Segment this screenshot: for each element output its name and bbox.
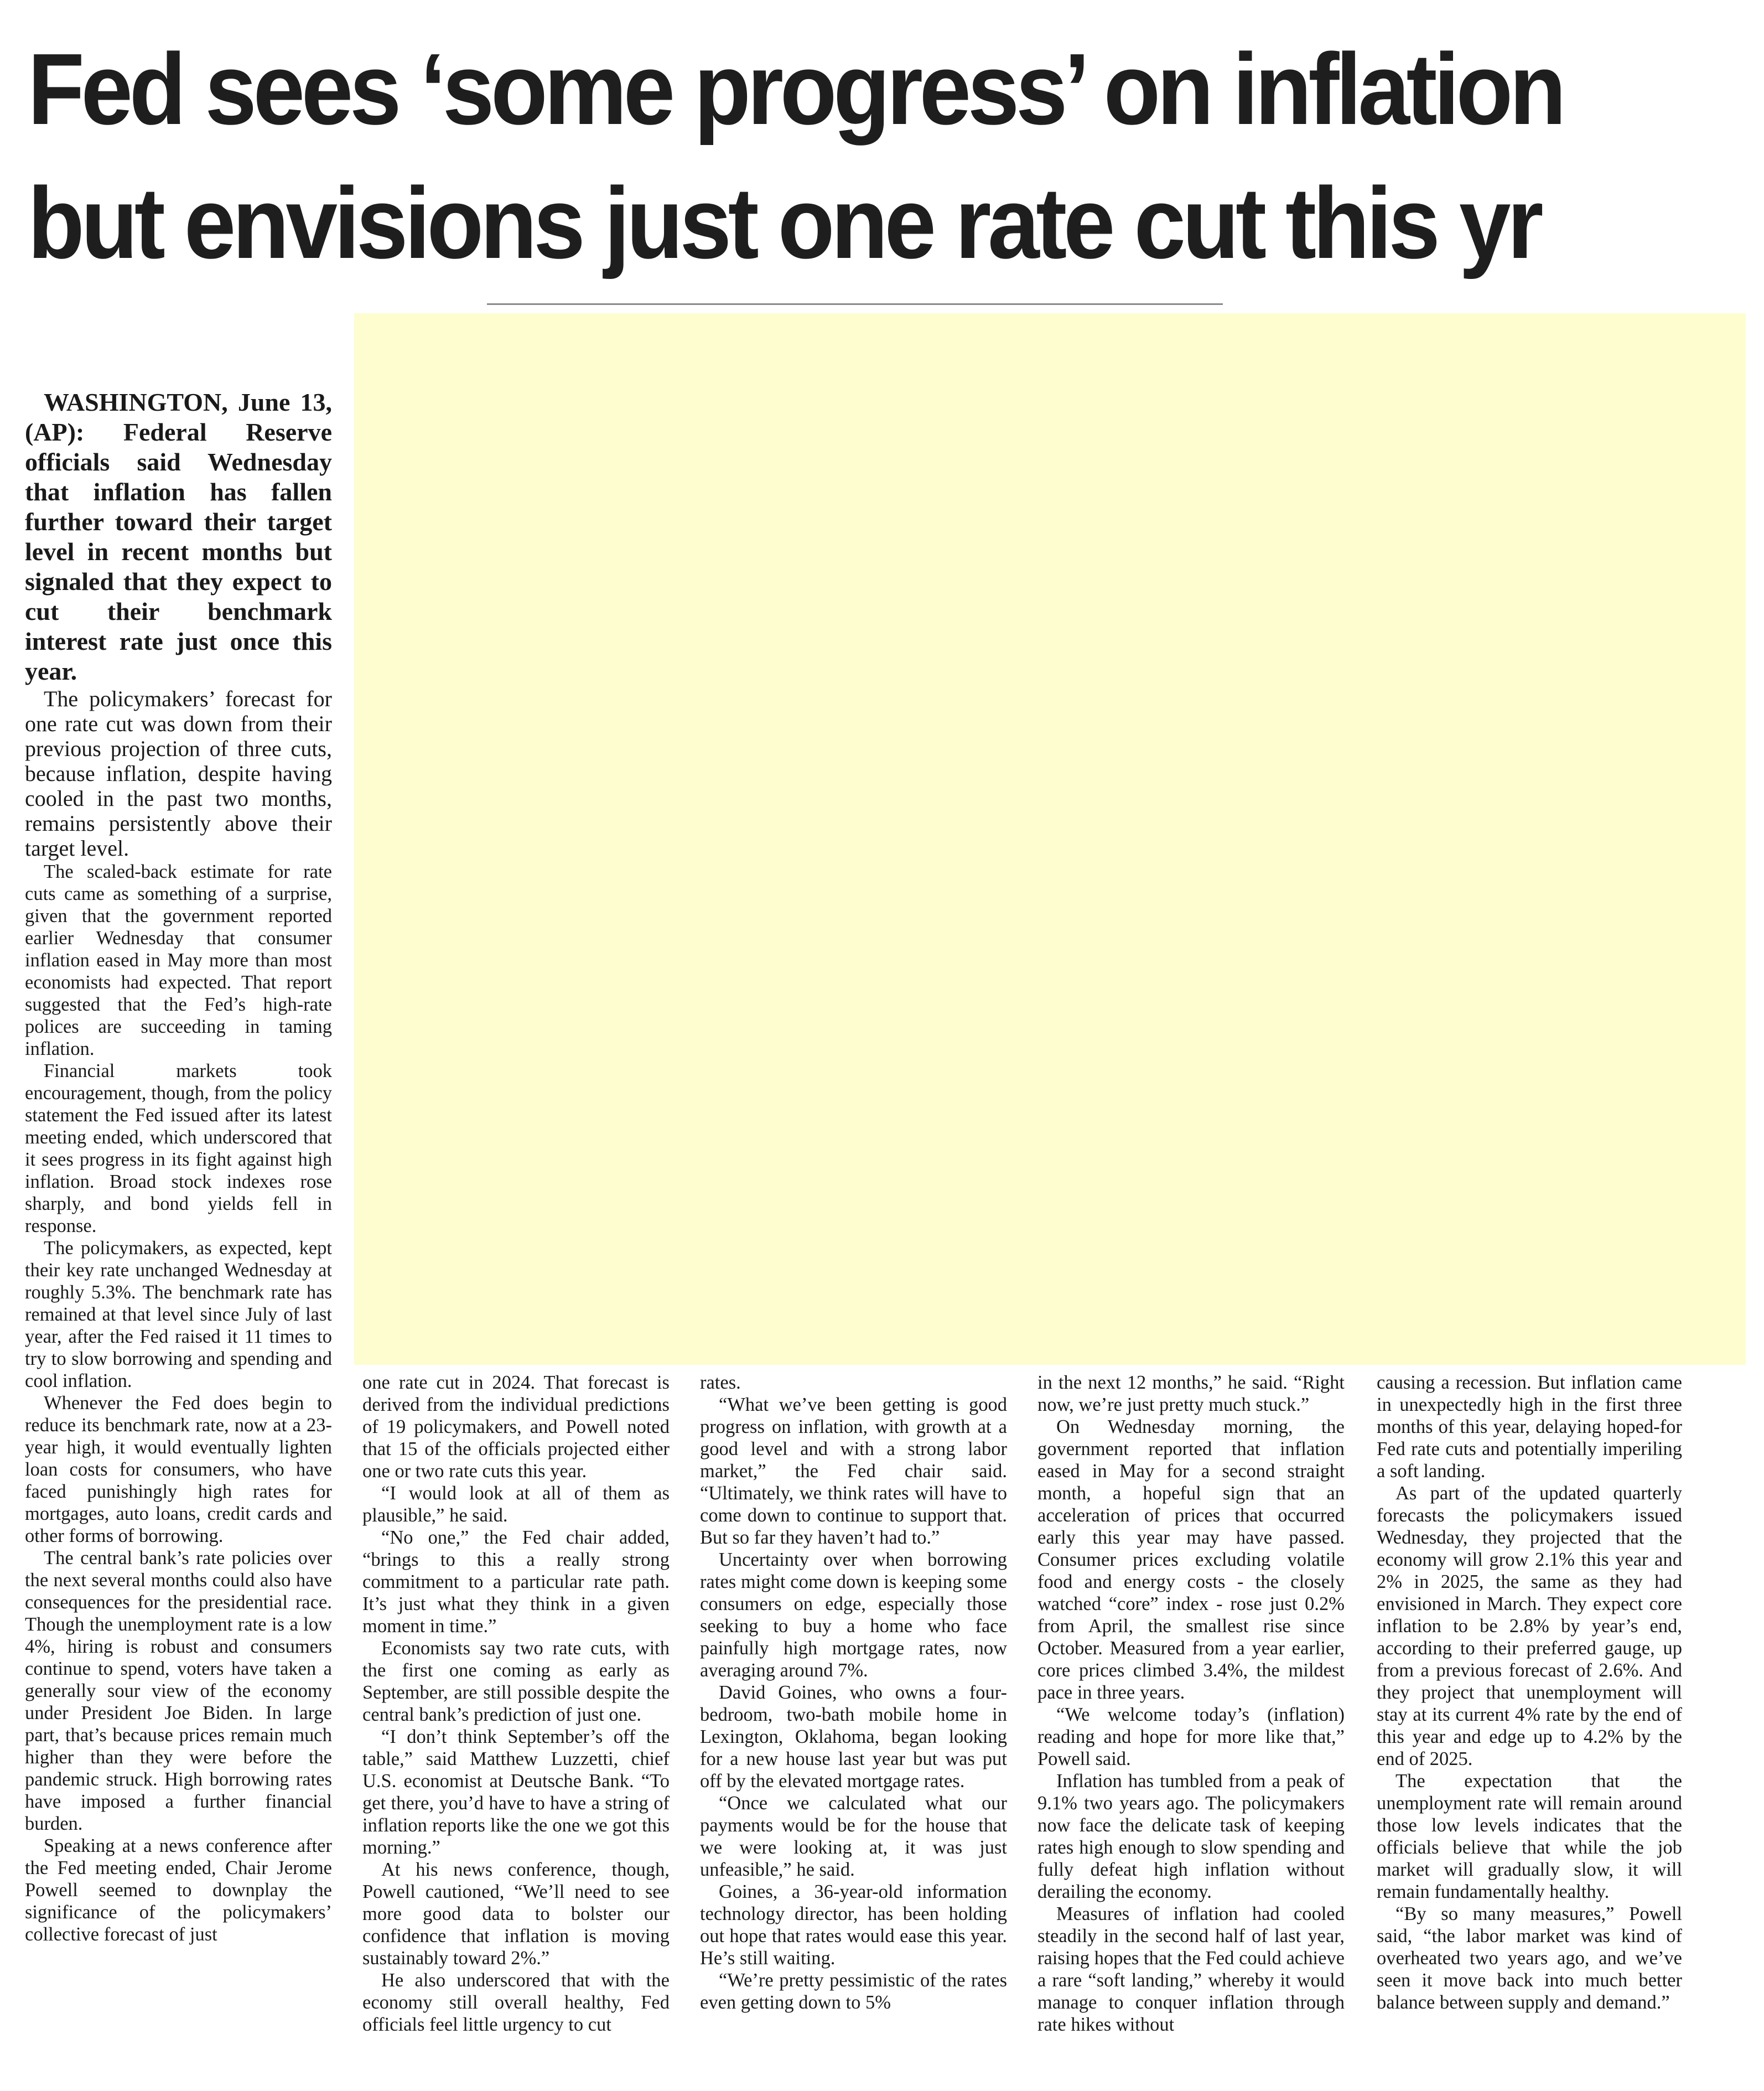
- article-column-1: [25, 387, 332, 1945]
- paragraph: Inflation has tumbled from a peak of 9.1% two years ago. The policymakers now face the delicate task of keeping rates high enough to slow spending and fully defeat high inflation without derailing the economy.: [1037, 1771, 1345, 1902]
- article-intro: The policymakers’ forecast for one rate cut was down from their previous projection of three cuts, because inflation, despite having cooled in the past two months, remains persistently above their target level.: [25, 686, 332, 861]
- headline-line-1: Fed sees ‘some progress’ on inflation: [28, 32, 1563, 146]
- paragraph: “No one,” the Fed chair added, “brings to this a really strong commitment to a particular rate path. It’s just what they think in a given moment in time.”: [362, 1527, 670, 1637]
- paragraph: On Wednesday morning, the government reported that inflation eased in May for a second straight month, a hopeful sign that an acceleration of prices that occurred early this year may have passed. Consumer prices excluding volatile food and energy costs - the closely watched “core” index - rose just 0.2% from April, the smallest rise since October. Measured from a year earlier, core prices climbed 3.4%, the mildest pace in three years.: [1037, 1416, 1345, 1703]
- paragraph: Goines, a 36-year-old information technology director, has been holding out hope that rates would ease this year. He’s still waiting.: [700, 1881, 1007, 1969]
- paragraph: in the next 12 months,” he said. “Right now, we’re just pretty much stuck.”: [1037, 1372, 1345, 1415]
- paragraph: David Goines, who owns a four-bedroom, two-bath mobile home in Lexington, Oklahoma, began looking for a new house last year but was put off by the elevated mortgage rates.: [700, 1682, 1007, 1792]
- paragraph: rates.: [700, 1372, 741, 1393]
- paragraph: Speaking at a news conference after the Fed meeting ended, Chair Jerome Powell seemed to downplay the significance of the policymakers’ collective forecast of just: [25, 1835, 332, 1945]
- paragraph: Measures of inflation had cooled steadily in the second half of last year, raising hopes that the Fed could achieve a rare “soft landing,” whereby it would manage to conquer inflation through rate hikes without: [1037, 1903, 1345, 2035]
- photo-placeholder: [354, 313, 1746, 1365]
- paragraph: “By so many measures,” Powell said, “the labor market was kind of overheated two years ago, and we’ve seen it move back into much better balance between supply and demand.”: [1377, 1903, 1682, 2013]
- headline: [28, 22, 1606, 290]
- paragraph: The scaled-back estimate for rate cuts came as something of a surprise, given that the government reported earlier Wednesday that consumer inflation eased in May more than most economists had expected. That report suggested that the Fed’s high-rate polices are succeeding in taming inflation.: [25, 861, 332, 1059]
- paragraph: “We’re pretty pessimistic of the rates even getting down to 5%: [700, 1970, 1007, 2013]
- paragraph: causing a recession. But inflation came in unexpectedly high in the first three months of this year, delaying hoped-for Fed rate cuts and potentially imperiling a soft landing.: [1377, 1372, 1682, 1482]
- article-column-3: [700, 1371, 1007, 2014]
- headline-divider: [487, 303, 1223, 305]
- article-column-2: [362, 1371, 670, 2036]
- paragraph: “We welcome today’s (inflation) reading and hope for more like that,” Powell said.: [1037, 1704, 1345, 1769]
- paragraph: The policymakers, as expected, kept their key rate unchanged Wednesday at roughly 5.3%. The benchmark rate has remained at that level since July of last year, after the Fed raised it 11 times to try to slow borrowing and spending and cool inflation.: [25, 1238, 332, 1391]
- paragraph: “What we’ve been getting is good progress on inflation, with growth at a good level and with a strong labor market,” the Fed chair said. “Ultimately, we think rates will have to come down to continue to support that. But so far they haven’t had to.”: [700, 1394, 1007, 1548]
- headline-line-2: but envisions just one rate cut this yr: [28, 166, 1540, 280]
- paragraph: At his news conference, though, Powell cautioned, “We’ll need to see more good data to bolster our confidence that inflation is moving sustainably toward 2%.”: [362, 1859, 670, 1969]
- paragraph: “I would look at all of them as plausible,” he said.: [362, 1483, 670, 1526]
- paragraph: The expectation that the unemployment rate will remain around those low levels indicates that the officials believe that while the job market will gradually slow, it will remain fundamentally healthy.: [1377, 1771, 1682, 1902]
- paragraph: Whenever the Fed does begin to reduce its benchmark rate, now at a 23-year high, it would eventually lighten loan costs for consumers, who have faced punishingly high rates for mortgages, auto loans, credit cards and other forms of borrowing.: [25, 1393, 332, 1546]
- article-column-4: [1037, 1371, 1345, 2036]
- article-lead: WASHINGTON, June 13, (AP): Federal Reserve officials said Wednesday that inflation has fallen further toward their target level in recent months but signaled that they expect to cut their benchmark interest rate just once this year.: [25, 388, 332, 685]
- paragraph: As part of the updated quarterly forecasts the policymakers issued Wednesday, they projected that the economy will grow 2.1% this year and 2% in 2025, the same as they had envisioned in March. They expect core inflation to be 2.8% by year’s end, according to their preferred gauge, up from a previous forecast of 2.6%. And they project that unemployment will stay at its current 4% rate by the end of this year and edge up to 4.2% by the end of 2025.: [1377, 1483, 1682, 1769]
- article-column-5: [1377, 1371, 1682, 2014]
- paragraph: “Once we calculated what our payments would be for the house that we were looking at, it was just unfeasible,” he said.: [700, 1793, 1007, 1880]
- paragraph: Uncertainty over when borrowing rates might come down is keeping some consumers on edge, especially those seeking to buy a home who face painfully high mortgage rates, now averaging around 7%.: [700, 1549, 1007, 1681]
- paragraph: He also underscored that with the economy still overall healthy, Fed officials feel little urgency to cut: [362, 1970, 670, 2035]
- paragraph: “I don’t think September’s off the table,” said Matthew Luzzetti, chief U.S. economist at Deutsche Bank. “To get there, you’d have to have a string of inflation reports like the one we got this morning.”: [362, 1726, 670, 1858]
- paragraph: Economists say two rate cuts, with the first one coming as early as September, are still possible despite the central bank’s prediction of just one.: [362, 1638, 670, 1725]
- paragraph: The central bank’s rate policies over the next several months could also have consequences for the presidential race. Though the unemployment rate is a low 4%, hiring is robust and consumers continue to spend, voters have taken a generally sour view of the economy under President Joe Biden. In large part, that’s because prices remain much higher than they were before the pandemic struck. High borrowing rates have imposed a further financial burden.: [25, 1547, 332, 1834]
- paragraph: one rate cut in 2024. That forecast is derived from the individual predictions of 19 policymakers, and Powell noted that 15 of the officials projected either one or two rate cuts this year.: [362, 1372, 670, 1482]
- paragraph: Financial markets took encouragement, though, from the policy statement the Fed issued after its latest meeting ended, which underscored that it sees progress in its fight against high inflation. Broad stock indexes rose sharply, and bond yields fell in response.: [25, 1060, 332, 1236]
